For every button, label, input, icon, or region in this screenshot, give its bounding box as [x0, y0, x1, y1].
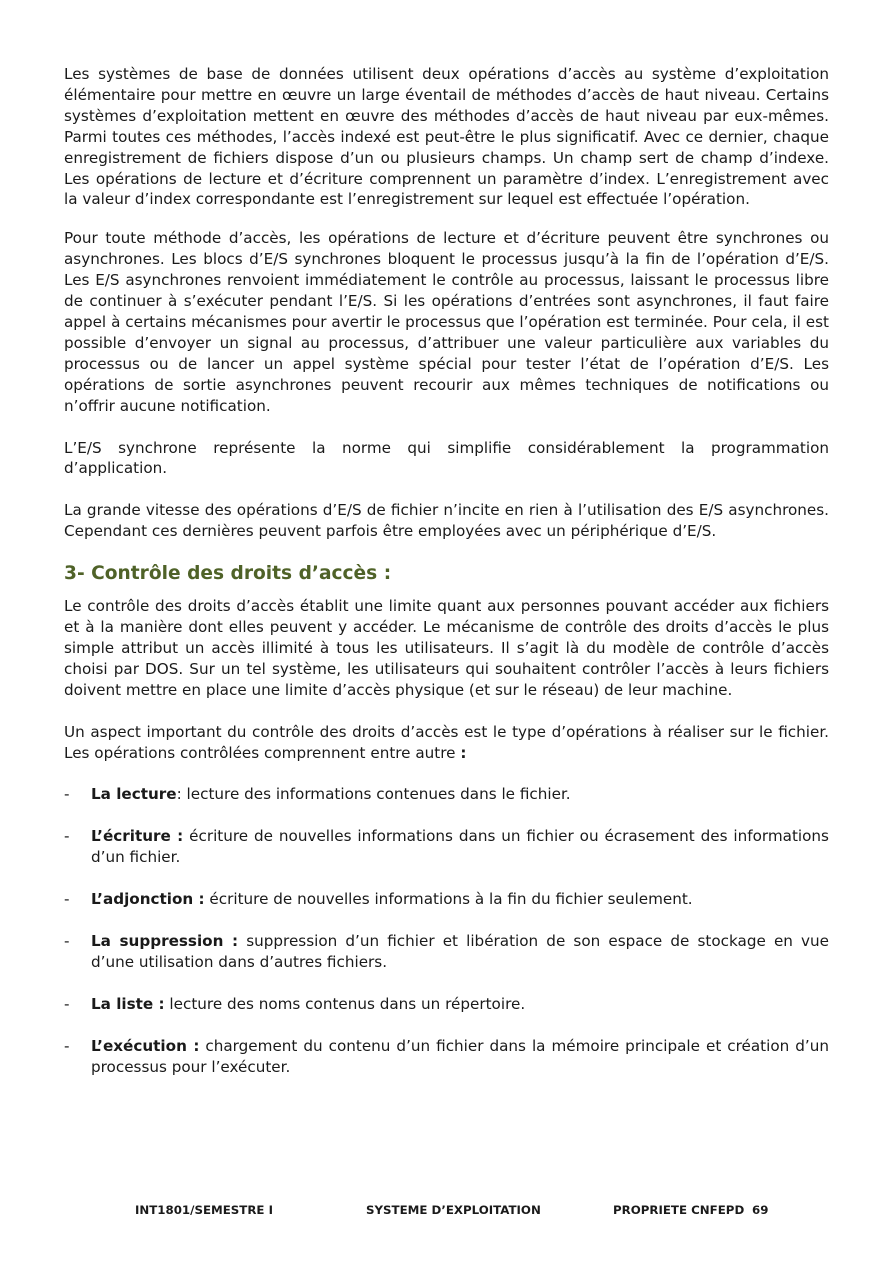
paragraph-sync-async: Pour toute méthode d’accès, les opérations de lecture et d’écriture peuvent être synchrones ou asynchrones. Les blocs d’E/S synchrones bloquent le processus jusqu’à la fin de l’opération d’E/S. Les E/S asynchrones renvoient immédiatement le contrôle au processus, laissant le processus libre de continuer à s’exécuter pendant l’E/S. Si les opérations d’entrées sont asynchrones, il faut faire appel à certains mécanismes pour avertir le processus que l’opération est terminée. Pour cela, il est possible d’envoyer un signal au processus, d’attribuer une valeur particulière aux variables du processus ou de lancer un appel système spécial pour tester l’état de l’opération d’E/S. Les opérations de sortie asynchrones peuvent recourir aux mêmes techniques de notifications ou n’offrir aucune notification.	[64, 229, 829, 415]
list-item	[64, 889, 829, 910]
footer-subject: SYSTEME D’EXPLOITATION	[366, 1203, 541, 1217]
paragraph-access-control: Le contrôle des droits d’accès établit une limite quant aux personnes pouvant accéder aux fichiers et à la manière dont elles peuvent y accéder. Le mécanisme de contrôle des droits d’accès le plus simple attribut un accès illimité à tous les utilisateurs. Il s’agit là du modèle de contrôle d’accès choisi par DOS. Sur un tel système, les utilisateurs qui souhaitent contrôler l’accès à leurs fichiers doivent mettre en place une limite d’accès physique (et sur le réseau) de leur machine.	[64, 597, 829, 699]
list-item-term: L’écriture :	[91, 827, 184, 846]
list-dash: -	[64, 994, 70, 1013]
section-heading: 3- Contrôle des droits d’accès :	[64, 563, 392, 585]
list-item-text: écriture de nouvelles informations à la fin du fichier seulement.	[204, 890, 693, 909]
footer-owner: PROPRIETE CNFEPD	[613, 1203, 745, 1217]
list-dash: -	[64, 932, 70, 951]
list-item	[64, 1036, 829, 1078]
list-item-text: suppression d’un fichier et libération de son espace de stockage en vue d’une utilisation dans d’autres fichiers.	[91, 932, 829, 971]
list-item-text: : lecture des informations contenues dans le fichier.	[176, 785, 571, 804]
list-item-text: lecture des noms contenus dans un répertoire.	[164, 994, 526, 1013]
list-item	[64, 994, 829, 1015]
page-content	[64, 64, 829, 1099]
operations-intro-text: Un aspect important du contrôle des droits d’accès est le type d’opérations à réaliser sur le fichier. Les opérations contrôlées comprennent entre autre	[64, 722, 829, 762]
page-number: 69	[752, 1203, 769, 1217]
paragraph-speed: La grande vitesse des opérations d’E/S de fichier n’incite en rien à l’utilisation des E/S asynchrones. Cependant ces dernières peuvent parfois être employées avec un périphérique d’E/S.	[64, 501, 829, 541]
list-item-text: écriture de nouvelles informations dans un fichier ou écrasement des informations d’un fichier.	[91, 827, 829, 867]
list-item-term: L’exécution :	[91, 1036, 200, 1055]
list-dash: -	[64, 827, 70, 846]
list-item-term: L’adjonction :	[91, 890, 205, 909]
list-item-term: La suppression :	[91, 932, 239, 951]
list-item-text: chargement du contenu d’un fichier dans la mémoire principale et création d’un processus pour l’exécuter.	[91, 1036, 829, 1076]
footer-course: INT1801/SEMESTRE I	[135, 1203, 273, 1217]
list-item-term: La liste :	[91, 994, 165, 1013]
list-dash: -	[64, 890, 70, 909]
list-dash: -	[64, 785, 70, 804]
paragraph-operations-intro	[64, 722, 829, 764]
operations-list	[64, 784, 829, 1077]
list-item	[64, 784, 829, 805]
operations-intro-colon: :	[460, 743, 467, 762]
list-dash: -	[64, 1036, 70, 1055]
page-footer	[0, 1203, 893, 1223]
list-item	[64, 931, 829, 973]
list-item	[64, 826, 829, 868]
list-item-term: La lecture	[91, 785, 177, 804]
paragraph-access-methods: Les systèmes de base de données utilisent deux opérations d’accès au système d’exploitation élémentaire pour mettre en œuvre un large éventail de méthodes d’accès de haut niveau. Certains systèmes d’exploitation mettent en œuvre des méthodes d’accès de haut niveau par eux-mêmes. Parmi toutes ces méthodes, l’accès indexé est peut-être le plus significatif. Avec ce dernier, chaque enregistrement de fichiers dispose d’un ou plusieurs champs. Un champ sert de champ d’indexe. Les opérations de lecture et d’écriture comprennent un paramètre d’index. L’enregistrement avec la valeur d’index correspondante est l’enregistrement sur lequel est effectuée l’opération.	[64, 65, 829, 209]
paragraph-sync-norm: L’E/S synchrone représente la norme qui simplifie considérablement la programmation d’application.	[64, 438, 829, 478]
